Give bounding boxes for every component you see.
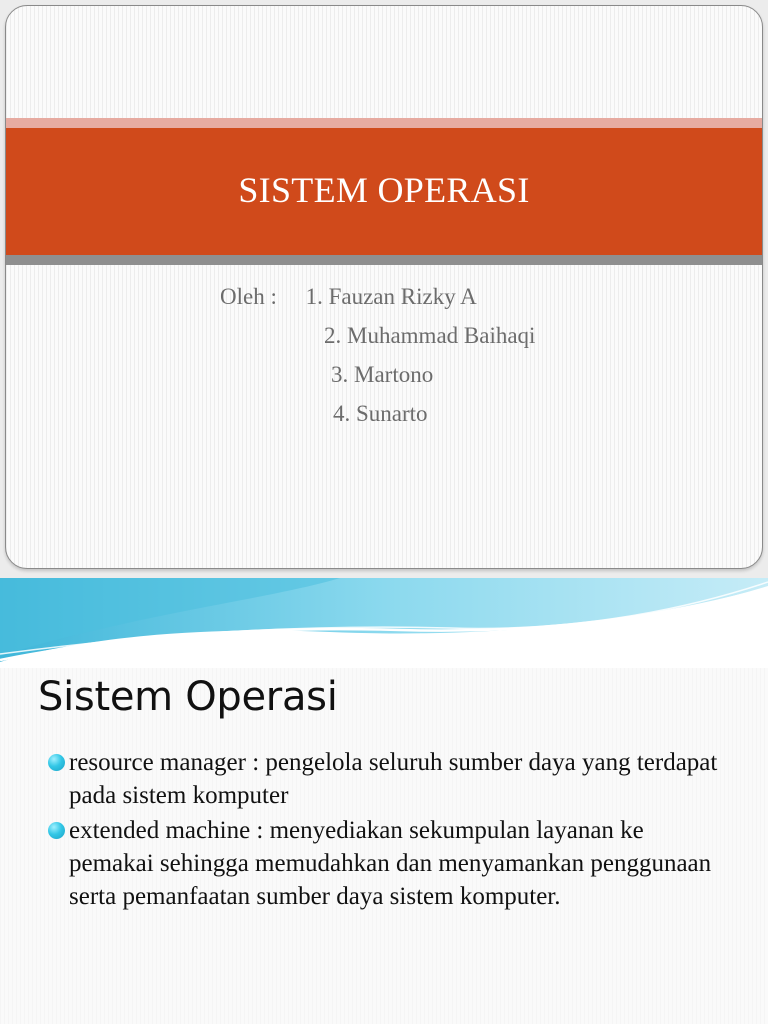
wave-decoration: [0, 578, 768, 668]
slide-heading: Sistem Operasi: [38, 674, 338, 720]
author-line-3: 3. Martono: [331, 362, 434, 387]
content-slide: [0, 578, 768, 1024]
divider-band: [6, 255, 762, 265]
author-line-1: Oleh : 1. Fauzan Rizky A: [220, 284, 477, 309]
bullet-item: [40, 814, 730, 913]
title-slide-card: [5, 5, 763, 569]
author-line-4: 4. Sunarto: [333, 401, 428, 426]
bullet-text: extended machine : menyediakan sekumpulan layanan ke pemakai sehingga memudahkan dan menyamankan penggunaan serta pemanfaatan sumber daya sistem komputer.: [69, 817, 712, 910]
slide-title: SISTEM OPERASI: [238, 170, 530, 210]
bullet-icon: [48, 754, 65, 771]
bullet-item: [40, 746, 730, 812]
bullet-list: [40, 746, 730, 915]
accent-band: [6, 118, 762, 128]
author-line-2: 2. Muhammad Baihaqi: [324, 323, 536, 348]
bullet-icon: [48, 822, 65, 839]
bullet-text: resource manager : pengelola seluruh sumber daya yang terdapat pada sistem komputer: [69, 749, 718, 809]
